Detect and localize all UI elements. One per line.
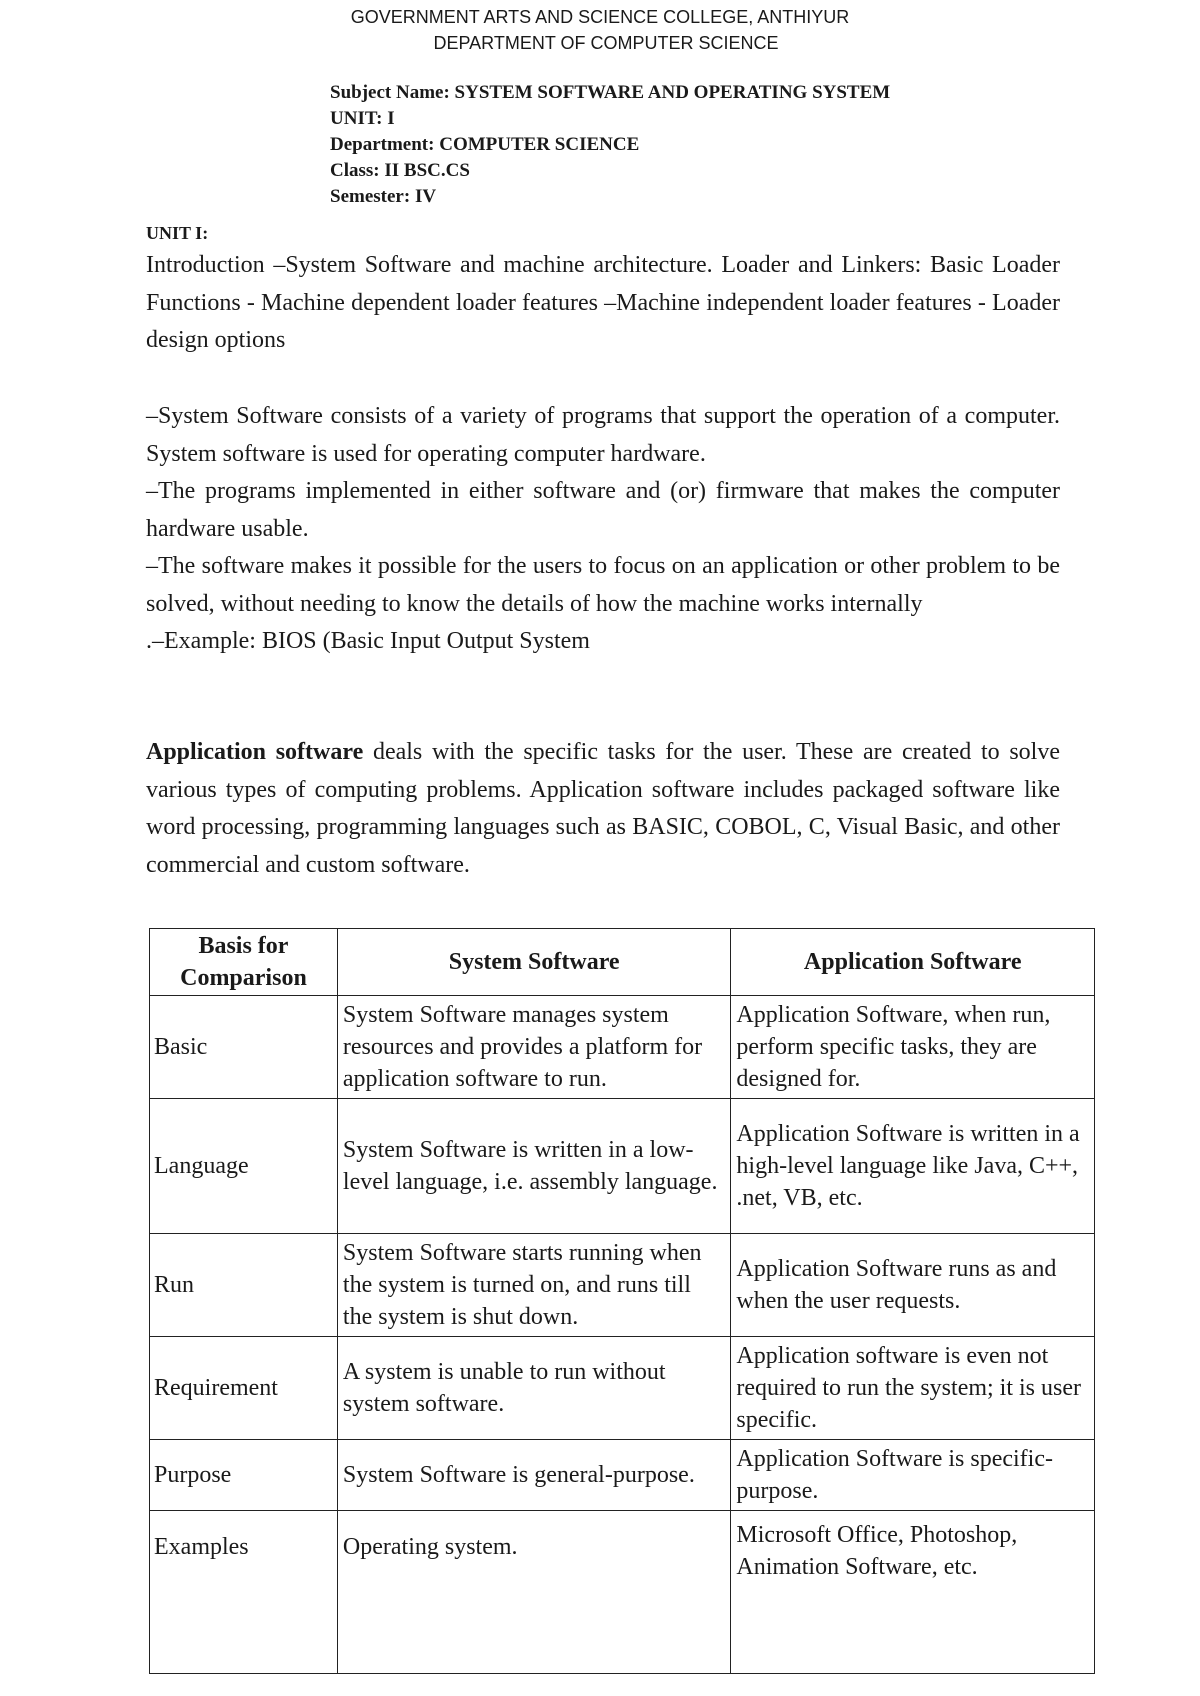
department-name: DEPARTMENT OF COMPUTER SCIENCE <box>433 33 779 53</box>
row-system: Operating system. <box>337 1511 731 1674</box>
unit-value: I <box>387 108 395 129</box>
row-system: System Software starts running when the system is turned on, and runs till the system is shut down. <box>337 1234 731 1337</box>
header-basis: Basis for Comparison <box>150 929 338 996</box>
row-basis: Examples <box>150 1511 338 1674</box>
header-system-software: System Software <box>337 929 731 996</box>
subject-value: SYSTEM SOFTWARE AND OPERATING SYSTEM <box>454 82 891 103</box>
row-basis: Basic <box>150 996 338 1099</box>
class-label: Class: <box>330 160 380 181</box>
comparison-table <box>149 928 1095 1674</box>
row-system: System Software manages system resources and provides a platform for application software to run. <box>337 996 731 1099</box>
unit-heading: UNIT I: <box>146 223 209 243</box>
application-software-paragraph <box>146 734 1060 884</box>
department-label: Department: <box>330 134 435 155</box>
row-system: System Software is written in a low-level language, i.e. assembly language. <box>337 1099 731 1234</box>
point-3: –The software makes it possible for the users to focus on an application or other problem to be solved, without needing to know the details of how the machine works internally <box>146 553 1060 617</box>
application-description: deals with the specific tasks for the user. These are created to solve various types of computing problems. Application software includes packaged software like word processing, programming languages such as BASIC, COBOL, C, Visual Basic, and other commercial and custom software. <box>146 739 1060 878</box>
row-application: Application software is even not required to run the system; it is user specific. <box>731 1337 1095 1440</box>
header-application-software: Application Software <box>731 929 1095 996</box>
row-application: Application Software is specific-purpose. <box>731 1440 1095 1511</box>
table-row <box>150 1099 1095 1234</box>
table-row <box>150 1234 1095 1337</box>
row-basis: Requirement <box>150 1337 338 1440</box>
application-text <box>146 734 1060 884</box>
class-row <box>330 158 890 184</box>
intro-paragraph <box>146 247 1060 360</box>
table-header-row <box>150 929 1095 996</box>
row-system: A system is unable to run without system software. <box>337 1337 731 1440</box>
semester-label: Semester: <box>330 186 411 207</box>
row-basis: Purpose <box>150 1440 338 1511</box>
row-basis: Language <box>150 1099 338 1234</box>
point-2: –The programs implemented in either software and (or) firmware that makes the computer hardware usable. <box>146 478 1060 542</box>
unit-label: UNIT: <box>330 108 383 129</box>
point-4: .–Example: BIOS (Basic Input Output System <box>146 628 590 654</box>
semester-value: IV <box>414 186 437 207</box>
class-value: II BSC.CS <box>384 160 470 181</box>
unit-row <box>330 106 890 132</box>
subject-label: Subject Name: <box>330 82 450 103</box>
row-system: System Software is general-purpose. <box>337 1440 731 1511</box>
intro-text: Introduction –System Software and machine architecture. Loader and Linkers: Basic Loader Functions - Machine dependent loader features –Machine independent loader features - Loader design options <box>146 252 1060 353</box>
row-application: Microsoft Office, Photoshop, Animation Software, etc. <box>731 1511 1095 1674</box>
system-software-points <box>146 398 1060 661</box>
department-row <box>330 132 890 158</box>
subject-row <box>330 80 890 106</box>
row-application: Application Software, when run, perform specific tasks, they are designed for. <box>731 996 1095 1099</box>
table-row <box>150 1511 1095 1674</box>
college-name: GOVERNMENT ARTS AND SCIENCE COLLEGE, ANTHIYUR <box>350 7 850 27</box>
application-term: Application software <box>146 739 364 765</box>
row-basis: Run <box>150 1234 338 1337</box>
table-row <box>150 1440 1095 1511</box>
semester-row <box>330 184 890 210</box>
department-value: COMPUTER SCIENCE <box>439 134 640 155</box>
table-row <box>150 1337 1095 1440</box>
row-application: Application Software runs as and when the user requests. <box>731 1234 1095 1337</box>
table-row <box>150 996 1095 1099</box>
row-application: Application Software is written in a high-level language like Java, C++, .net, VB, etc. <box>731 1099 1095 1234</box>
point-1: –System Software consists of a variety of programs that support the operation of a computer. System software is used for operating computer hardware. <box>146 403 1060 467</box>
college-header <box>0 4 1200 56</box>
course-meta <box>330 80 890 210</box>
